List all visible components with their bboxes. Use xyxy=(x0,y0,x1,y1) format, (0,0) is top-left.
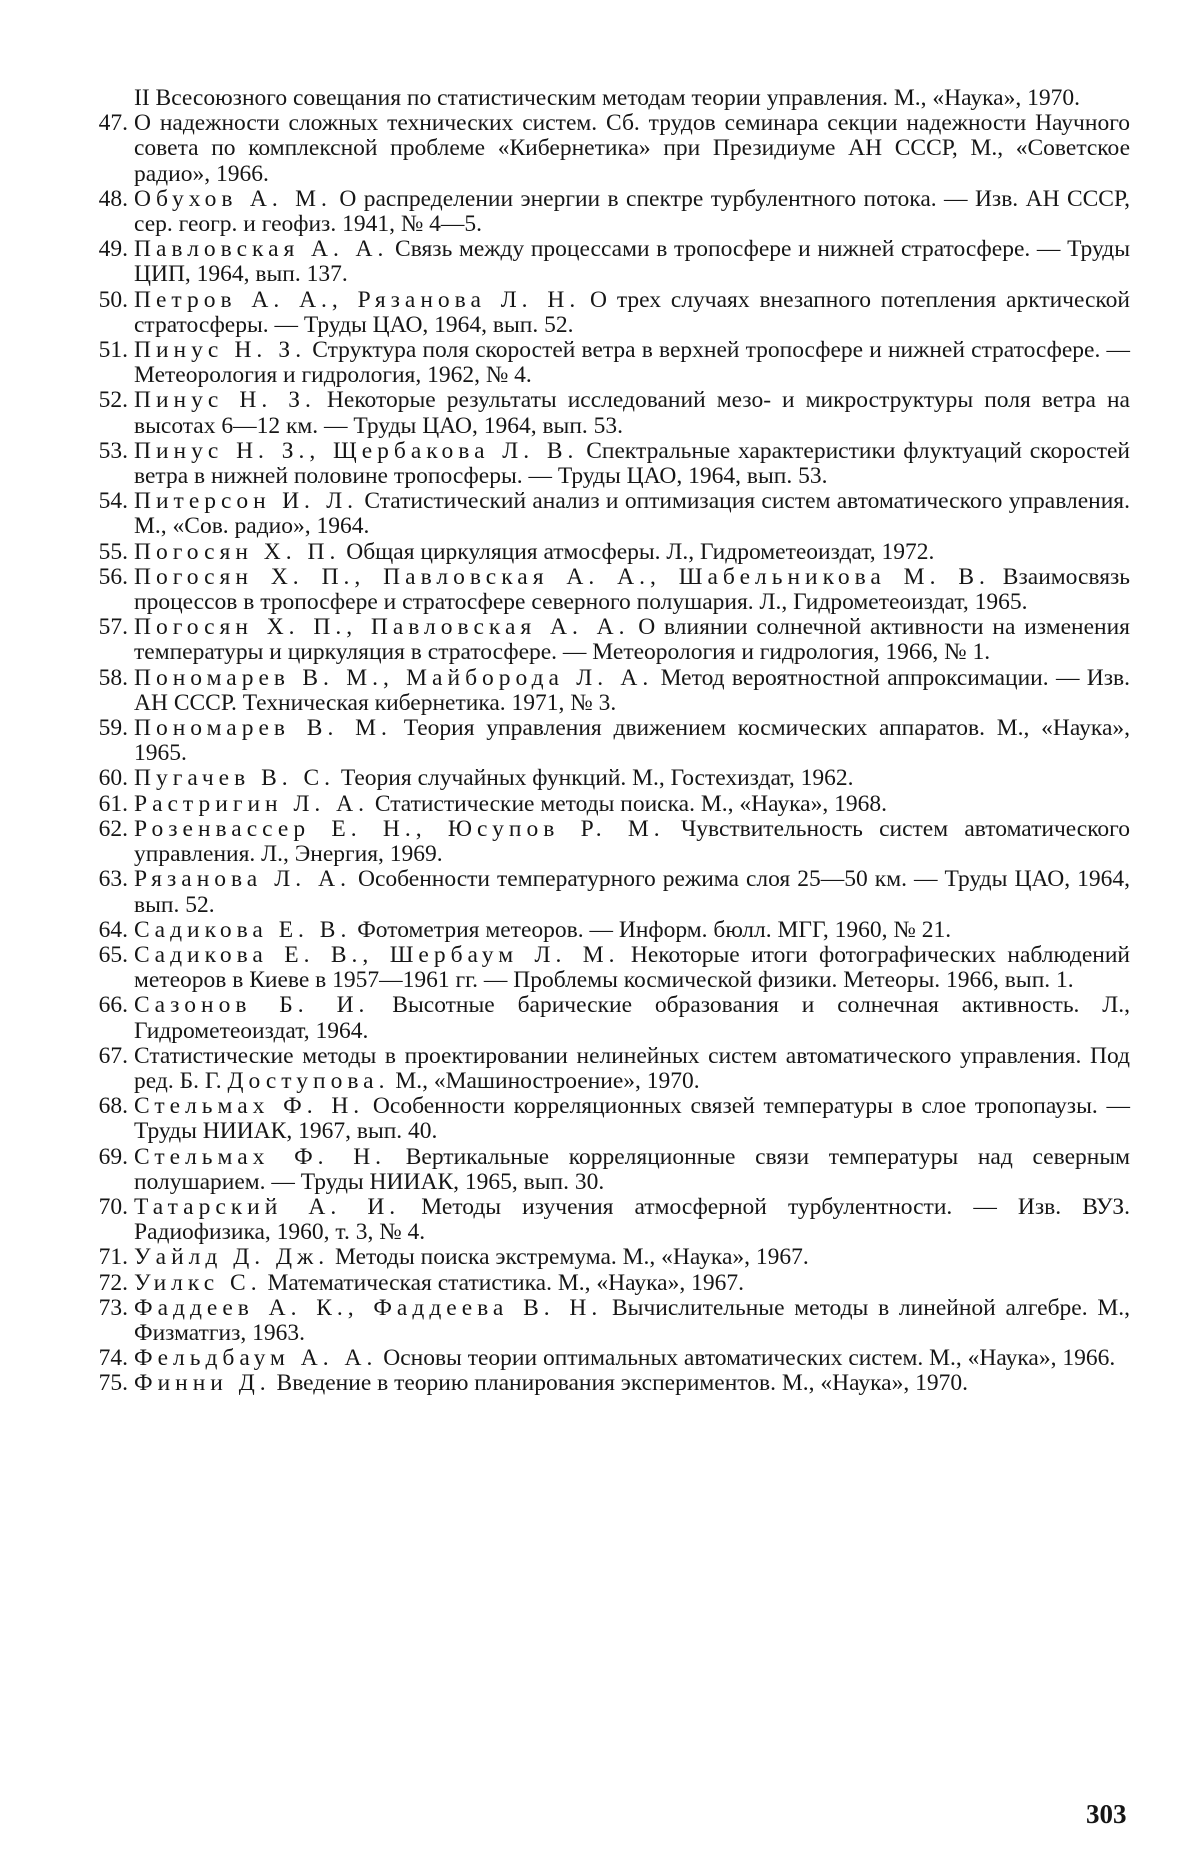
reference-item xyxy=(102,288,1130,338)
reference-text: Основы теории оптимальных автоматических систем. М., «Наука», 1966. xyxy=(377,1345,1115,1371)
reference-item xyxy=(102,237,1130,287)
reference-number: 57. xyxy=(58,615,128,640)
reference-number: 50. xyxy=(58,288,128,313)
reference-item xyxy=(102,792,1130,817)
reference-author: Пинус Н. З., Щербакова Л. В. xyxy=(134,438,578,464)
reference-author: Пономарев В. М., Майборода Л. А. xyxy=(134,665,653,691)
reference-item xyxy=(102,1271,1130,1296)
reference-author: Татарский А. И. xyxy=(134,1194,400,1220)
reference-text: Метод вероятностной аппроксимации. — Изв. АН СССР. Техническая кибернетика. 1971, № 3. xyxy=(134,665,1130,716)
reference-author: Растригин Л. А. xyxy=(134,791,369,817)
reference-text: Математическая статистика. М., «Наука», 1967. xyxy=(262,1270,744,1296)
reference-item xyxy=(102,565,1130,615)
reference-item xyxy=(102,993,1130,1043)
reference-number: 66. xyxy=(58,993,128,1018)
reference-text: Введение в теорию планирования экспериментов. М., «Наука», 1970. xyxy=(271,1370,968,1396)
reference-number: 60. xyxy=(58,766,128,791)
reference-text: Статистические методы в проектировании нелинейных систем автоматического управления. Под ред. Б. Г. xyxy=(134,1043,1130,1094)
reference-item xyxy=(102,867,1130,917)
reference-number: 62. xyxy=(58,817,128,842)
reference-item xyxy=(102,817,1130,867)
reference-item xyxy=(102,111,1130,187)
reference-number: 72. xyxy=(58,1271,128,1296)
reference-item xyxy=(102,1245,1130,1270)
reference-number: 74. xyxy=(58,1346,128,1371)
reference-number: 47. xyxy=(58,111,128,136)
references-container xyxy=(102,111,1130,1396)
reference-author: Пономарев В. М. xyxy=(134,715,392,741)
reference-text: Некоторые результаты исследований мезо- и микроструктуры поля ветра на высотах 6—12 км. — Труды ЦАО, 1964, вып. 53. xyxy=(134,387,1130,438)
reference-author: Рязанова Л. А. xyxy=(134,866,351,892)
reference-text: Структура поля скоростей ветра в верхней тропосфере и нижней стратосфере. — Метеорология и гидрология, 1962, № 4. xyxy=(134,337,1130,388)
reference-text: О влиянии солнечной активности на изменения температуры и циркуляция в стратосфере. — Метеорология и гидрология, 1966, № 1. xyxy=(134,614,1130,665)
reference-item xyxy=(102,187,1130,237)
reference-item xyxy=(102,666,1130,716)
reference-author: Садикова Е. В. xyxy=(134,917,351,943)
reference-number: 63. xyxy=(58,867,128,892)
reference-number: 48. xyxy=(58,187,128,212)
reference-author: Погосян Х. П., Павловская А. А. xyxy=(134,614,629,640)
reference-item xyxy=(102,615,1130,665)
reference-number: 64. xyxy=(58,918,128,943)
reference-text: Особенности температурного режима слоя 25—50 км. — Труды ЦАО, 1964, вып. 52. xyxy=(134,866,1130,917)
reference-number: 67. xyxy=(58,1044,128,1069)
reference-author: Фельдбаум А. А. xyxy=(134,1345,377,1371)
reference-author: Уайлд Д. Дж. xyxy=(134,1244,329,1270)
reference-text: Теория управления движением космических аппаратов. М., «Наука», 1965. xyxy=(134,715,1130,766)
reference-item xyxy=(102,1296,1130,1346)
reference-item xyxy=(102,1145,1130,1195)
reference-author: Пугачев В. С. xyxy=(134,765,335,791)
reference-number: 49. xyxy=(58,237,128,262)
reference-text-tail: М., «Машиностроение», 1970. xyxy=(389,1068,699,1094)
reference-author: Обухов А. М. xyxy=(134,186,332,212)
reference-text: Взаимосвязь процессов в тропосфере и стратосфере северного полушария. Л., Гидрометеоиздат, 1965. xyxy=(134,564,1130,615)
reference-text: Методы поиска экстремума. М., «Наука», 1967. xyxy=(329,1244,809,1270)
reference-text: Вычислительные методы в линейной алгебре. М., Физматгиз, 1963. xyxy=(134,1295,1130,1346)
reference-text: Методы изучения атмосферной турбулентности. — Изв. ВУЗ. Радиофизика, 1960, т. 3, № 4. xyxy=(134,1194,1130,1245)
reference-author: Погосян Х. П., Павловская А. А., Шабельникова М. В. xyxy=(134,564,990,590)
reference-item xyxy=(102,1094,1130,1144)
reference-item xyxy=(102,716,1130,766)
reference-list xyxy=(102,86,1130,1397)
reference-number: 68. xyxy=(58,1094,128,1119)
reference-author: Стельмах Ф. Н. xyxy=(134,1093,364,1119)
reference-item xyxy=(102,1346,1130,1371)
reference-text: Статистические методы поиска. М., «Наука», 1968. xyxy=(369,791,887,817)
reference-item xyxy=(102,1371,1130,1396)
reference-item xyxy=(102,489,1130,539)
reference-number: 73. xyxy=(58,1296,128,1321)
reference-author: Петров А. А., Рязанова Л. Н. xyxy=(134,287,580,313)
reference-number: 53. xyxy=(58,439,128,464)
reference-number: 75. xyxy=(58,1371,128,1396)
reference-text: Особенности корреляционных связей температуры в слое тропопаузы. — Труды НИИАК, 1967, вып. 40. xyxy=(134,1093,1130,1144)
page-number: 303 xyxy=(1086,1799,1127,1830)
reference-text: Общая циркуляция атмосферы. Л., Гидрометеоиздат, 1972. xyxy=(340,539,934,565)
reference-item xyxy=(102,439,1130,489)
reference-item xyxy=(102,338,1130,388)
reference-number: 56. xyxy=(58,565,128,590)
reference-number: 70. xyxy=(58,1195,128,1220)
reference-item xyxy=(102,766,1130,791)
reference-text: Спектральные характеристики флуктуаций скоростей ветра в нижней половине тропосферы. — Труды ЦАО, 1964, вып. 53. xyxy=(134,438,1130,489)
reference-number: 69. xyxy=(58,1145,128,1170)
reference-item xyxy=(102,388,1130,438)
continuation-text: II Всесоюзного совещания по статистическим методам теории управления. М., «Наука», 1970. xyxy=(134,86,1130,111)
reference-number: 51. xyxy=(58,338,128,363)
reference-text: О трех случаях внезапного потепления арктической стратосферы. — Труды ЦАО, 1964, вып. 52. xyxy=(134,287,1130,338)
reference-number: 52. xyxy=(58,388,128,413)
reference-text: Статистический анализ и оптимизация систем автоматического управления. М., «Сов. радио», 1964. xyxy=(134,488,1130,539)
reference-number: 54. xyxy=(58,489,128,514)
reference-author: Питерсон И. Л. xyxy=(134,488,358,514)
reference-text: Высотные барические образования и солнечная активность. Л., Гидрометеоиздат, 1964. xyxy=(134,992,1130,1043)
reference-author: Уилкс С. xyxy=(134,1270,262,1296)
reference-text: Чувствительность систем автоматического управления. Л., Энергия, 1969. xyxy=(134,816,1130,867)
reference-author: Садикова Е. В., Шербаум Л. М. xyxy=(134,942,620,968)
reference-author: Павловская А. А. xyxy=(134,236,388,262)
reference-item xyxy=(102,1195,1130,1245)
reference-author: Пинус Н. З. xyxy=(134,387,316,413)
reference-text: Вертикальные корреляционные связи температуры над северным полушарием. — Труды НИИАК, 1965, вып. 30. xyxy=(134,1144,1130,1195)
reference-item xyxy=(102,1044,1130,1094)
reference-author: Финни Д. xyxy=(134,1370,271,1396)
reference-author: Сазонов Б. И. xyxy=(134,992,369,1018)
reference-author: Стельмах Ф. Н. xyxy=(134,1144,386,1170)
reference-item xyxy=(102,540,1130,565)
reference-author: Погосян Х. П. xyxy=(134,539,340,565)
reference-number: 65. xyxy=(58,943,128,968)
reference-text: Фотометрия метеоров. — Информ. бюлл. МГГ, 1960, № 21. xyxy=(351,917,951,943)
reference-item xyxy=(102,918,1130,943)
reference-number: 59. xyxy=(58,716,128,741)
reference-text: О распределении энергии в спектре турбулентного потока. — Изв. АН СССР, сер. геогр. и геофиз. 1941, № 4—5. xyxy=(134,186,1130,237)
reference-author: Пинус Н. З. xyxy=(134,337,306,363)
reference-author: Розенвассер Е. Н., Юсупов Р. М. xyxy=(134,816,665,842)
reference-text: Некоторые итоги фотографических наблюдений метеоров в Киеве в 1957—1961 гг. — Проблемы космической физики. Метеоры. 1966, вып. 1. xyxy=(134,942,1130,993)
reference-text: О надежности сложных технических систем. Сб. трудов семинара секции надежности Научного совета по комплексной проблеме «Кибернетика» при Президиуме АН СССР, М., «Советское радио», 1966. xyxy=(134,110,1130,186)
reference-text: Теория случайных функций. М., Гостехиздат, 1962. xyxy=(335,765,853,791)
reference-number: 71. xyxy=(58,1245,128,1270)
reference-text: Связь между процессами в тропосфере и нижней стратосфере. — Труды ЦИП, 1964, вып. 137. xyxy=(134,236,1130,287)
reference-number: 61. xyxy=(58,792,128,817)
reference-item xyxy=(102,943,1130,993)
reference-author: Фаддеев А. К., Фаддеева В. Н. xyxy=(134,1295,602,1321)
reference-number: 58. xyxy=(58,666,128,691)
reference-editor: Доступова. xyxy=(228,1068,390,1094)
reference-number: 55. xyxy=(58,540,128,565)
